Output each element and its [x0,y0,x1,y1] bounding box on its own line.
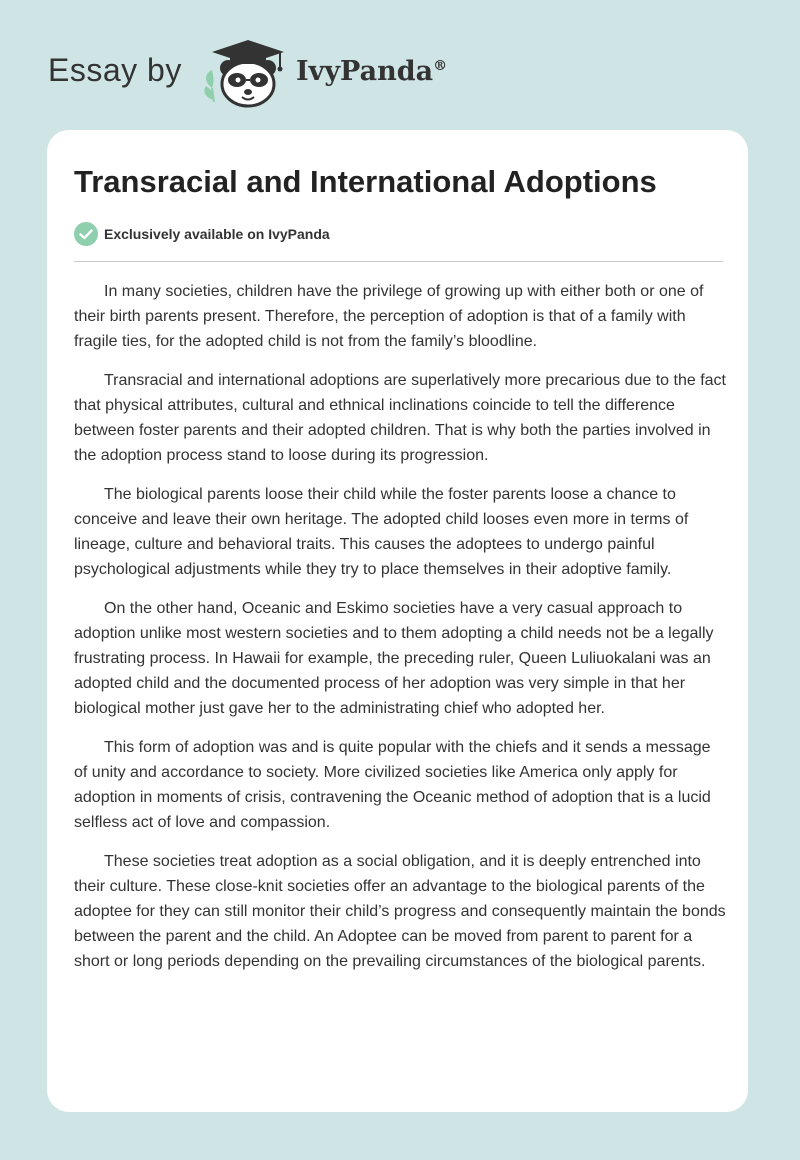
brand-prefix: Essay by [48,52,182,88]
site-header [48,38,548,108]
essay-paragraph: On the other hand, Oceanic and Eskimo societies have a very casual approach to adoption unlike most western societies and to them adopting a child needs not be a legally frustrating process. In Hawaii for example, the preceding ruler, Queen Luliuokalani was an adopted child and the documented process of her adoption was very simple in that her biological mother just gave her to the administrating chief who adopted her. [74,600,714,717]
registered-mark: ® [433,58,448,74]
essay-paragraph: The biological parents loose their child while the foster parents loose a chance to conceive and leave their own heritage. The adopted child looses even more in terms of lineage, culture and behavioral traits. This causes the adoptees to undergo painful psychological adjustments while they try to place themselves in their adoptive family. [74,486,689,578]
essay-paragraph: Transracial and international adoptions are superlatively more precarious due to the fact that physical attributes, cultural and ethnical inclinations coincide to tell the difference between foster parents and their adopted children. That is why both the parties involved in the adoption process stand to loose during its progression. [74,372,726,464]
brand-name-text: IvyPanda [296,56,434,87]
brand-name[interactable] [296,56,447,87]
essay-card [47,130,748,1112]
essay-paragraph: In many societies, children have the privilege of growing up with either both or one of their birth parents present. Therefore, the perception of adoption is that of a family with fragile ties, for the adopted child is not from the family’s bloodline. [74,283,704,350]
essay-body [74,279,726,988]
exclusive-badge [74,222,330,246]
check-circle-icon [74,222,98,246]
title-divider [74,261,723,262]
essay-paragraph: This form of adoption was and is quite popular with the chiefs and it sends a message of unity and accordance to society. More civilized societies like America only apply for adoption in moments of crisis, contravening the Oceanic method of adoption that is a lucid selfless act of love and compassion. [74,739,711,831]
ivypanda-logo-icon[interactable] [200,38,292,110]
exclusive-badge-label: Exclusively available on IvyPanda [104,226,330,242]
essay-title: Transracial and International Adoptions [74,164,657,199]
essay-paragraph: These societies treat adoption as a social obligation, and it is deeply entrenched into their culture. These close-knit societies offer an advantage to the biological parents of the adoptee for they can still monitor their child’s progress and consequently maintain the bonds between the parent and the child. An Adoptee can be moved from parent to parent for a short or long periods depending on the prevailing circumstances of the biological parents. [74,853,726,970]
